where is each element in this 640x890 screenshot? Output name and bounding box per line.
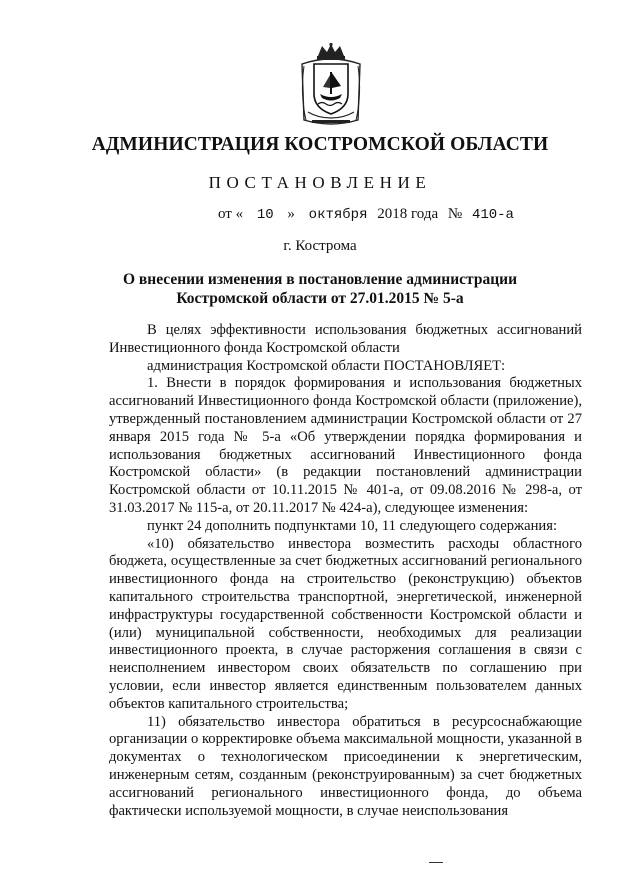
paragraph-resolves: администрация Костромской области ПОСТАНОВЛЯЕТ: xyxy=(147,357,506,374)
paragraph-point-24: пункт 24 дополнить подпунктами 10, 11 следующего содержания: xyxy=(147,517,557,534)
date-year: 2018 года xyxy=(377,206,439,222)
paragraph-subitem-11: 11) обязательство инвестора обратиться в ресурсоснабжающие организации о корректировке объема максимальной мощности, указанной в документах о технологическом присоединении к энергетическим, инженерным сетям, созданным (реконструированным) за счет бюджетных ассигнований регионального инвестиционного фонда, до объема фактически используемой мощности, в случае неиспользования xyxy=(109,713,582,819)
date-quote-close: » xyxy=(287,206,295,222)
coat-of-arms-icon xyxy=(298,42,364,126)
paragraph-purpose: В целях эффективности использования бюджетных ассигнований Инвестиционного фонда Костромской области xyxy=(109,322,582,356)
date-line xyxy=(218,206,514,223)
date-day: 10 xyxy=(256,207,274,223)
document-subject xyxy=(0,270,640,308)
date-prefix: от « xyxy=(218,206,244,222)
number-sign: № xyxy=(447,206,463,222)
organization-title: АДМИНИСТРАЦИЯ КОСТРОМСКОЙ ОБЛАСТИ xyxy=(91,134,549,155)
paragraph-subitem-10: «10) обязательство инвестора возместить расходы областного бюджета, осуществленные за счет бюджетных ассигнований регионального инвестиционного фонда на строительство (реконструкцию) объектов капитального строительства транспортной, энергетической, инженерной инфраструктуры государственной собственности Костромской области и (или) муниципальной собственности, необходимых для реализации инвестиционного проекта, в случае расторжения соглашения в связи с неисполнением инвестором своих обязательств по соглашению при условии, если инвестор является единственным пользователем данных объектов капитального строительства; xyxy=(109,535,582,712)
paragraph-item-1: 1. Внести в порядок формирования и использования бюджетных ассигнований Инвестиционного фонда Костромской области (приложение), утвержденный постановлением администрации Костромской области от 27 января 2015 года № 5-а «Об утверждении порядка формирования и использования бюджетных ассигнований Инвестиционного фонда Костромской области» (в редакции постановлений администрации Костромской области от 10.11.2015 № 401-а, от 09.08.2016 № 298-а, от 31.03.2017 № 115-а, от 20.11.2017 № 424-а), следующее изменения: xyxy=(109,375,582,516)
subject-line-2: Костромской области от 27.01.2015 № 5-а xyxy=(176,290,464,307)
document-type: ПОСТАНОВЛЕНИЕ xyxy=(208,173,432,192)
document-body xyxy=(109,322,582,820)
city-line: г. Кострома xyxy=(283,238,357,254)
subject-line-1: О внесении изменения в постановление администрации xyxy=(122,271,518,288)
page-footer-mark xyxy=(429,862,443,863)
date-month: октября xyxy=(308,207,368,223)
document-number: 410-а xyxy=(471,207,514,223)
